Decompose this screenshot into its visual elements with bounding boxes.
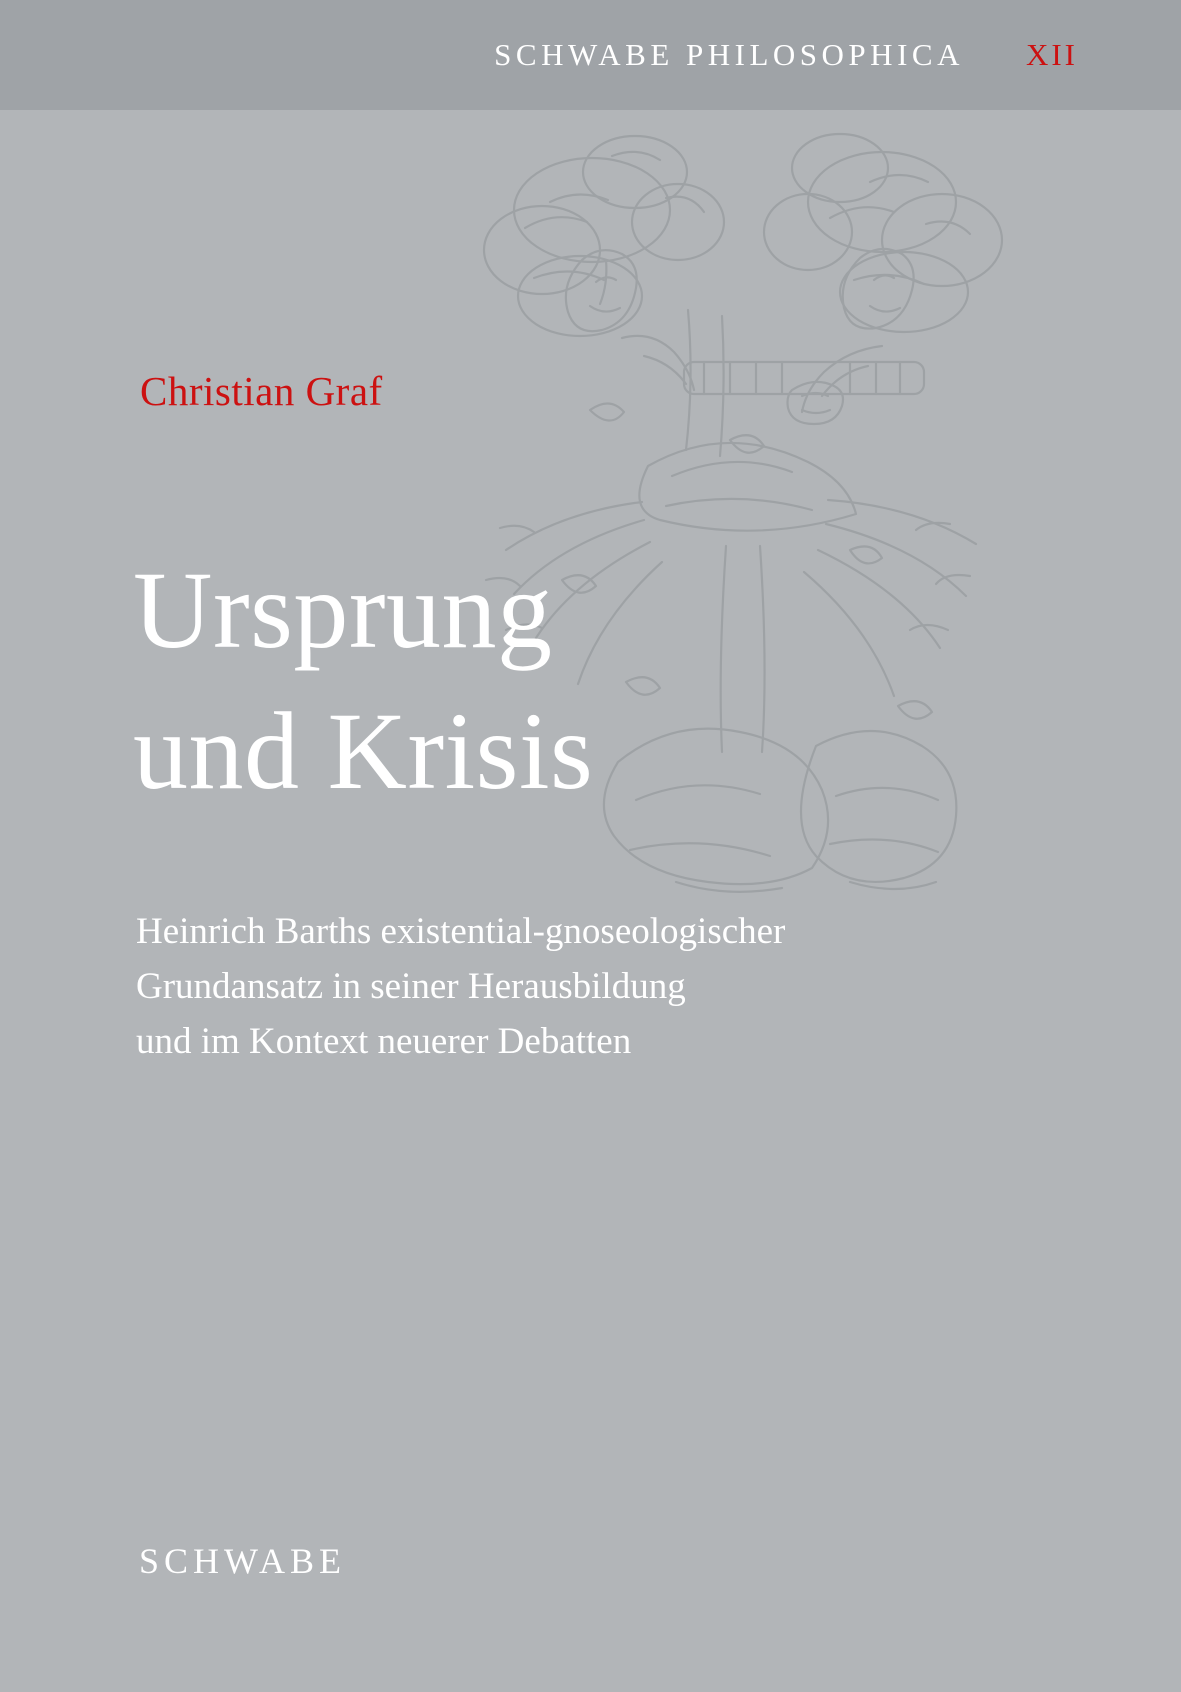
subtitle-line-3: und im Kontext neuerer Debatten: [136, 1020, 632, 1062]
subtitle-line-2: Grundansatz in seiner Herausbildung: [136, 965, 686, 1007]
page-title: [133, 540, 893, 822]
subtitle: [136, 905, 966, 1069]
subtitle-line-1: Heinrich Barths existential-gnoseologischer: [136, 911, 786, 952]
series-title: SCHWABE PHILOSOPHICA: [494, 37, 964, 72]
series-volume-number: XII: [1025, 37, 1078, 72]
title-line-1: Ursprung: [133, 549, 553, 671]
title-line-2: und Krisis: [133, 689, 594, 812]
publisher-logo: SCHWABE: [139, 1541, 347, 1581]
author-name: Christian Graf: [140, 368, 383, 414]
series-band: [0, 0, 1181, 110]
